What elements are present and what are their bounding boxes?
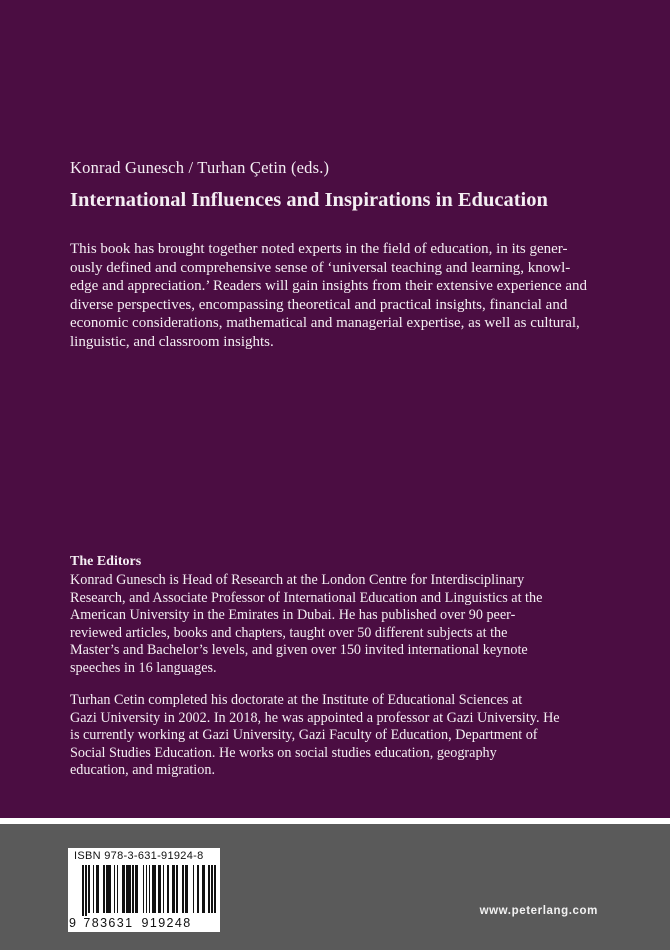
bio-line: reviewed articles, books and chapters, taught over 50 different subjects at the [70, 624, 508, 641]
barcode-digits [69, 916, 192, 930]
blurb-line: ously defined and comprehensive sense of ‘universal teaching and learning, knowl- [70, 259, 571, 276]
editor-bio-cetin [70, 692, 615, 780]
editor-bio-gunesch [70, 572, 615, 678]
isbn-number: ISBN 978-3-631-91924-8 [74, 850, 204, 862]
isbn-barcode-block [68, 848, 220, 932]
book-blurb [70, 240, 615, 352]
book-title: International Influences and Inspirations in Education [70, 189, 548, 211]
blurb-line: economic considerations, mathematical and managerial expertise, as well as cultural, [70, 315, 580, 332]
bio-line: Turhan Cetin completed his doctorate at the Institute of Educational Sciences at [70, 692, 523, 708]
bio-line: American University in the Emirates in Dubai. He has published over 90 peer- [70, 607, 516, 624]
blurb-line: diverse perspectives, encompassing theoretical and practical insights, financial and [70, 296, 568, 313]
barcode-bar [214, 865, 216, 913]
bio-line: Gazi University in 2002. In 2018, he was appointed a professor at Gazi University. He [70, 709, 560, 726]
barcode-group-2: 919248 [141, 916, 192, 930]
bio-line: Konrad Gunesch is Head of Research at the London Centre for Interdisciplinary [70, 572, 525, 588]
barcode-group-1: 783631 [83, 916, 134, 930]
publisher-url[interactable]: www.peterlang.com [479, 905, 598, 917]
barcode [82, 865, 216, 917]
blurb-line: edge and appreciation.’ Readers will gain insights from their extensive experience and [70, 278, 588, 295]
bio-line: Social Studies Education. He works on social studies education, geography [70, 744, 497, 761]
bio-line: speeches in 16 languages. [70, 659, 217, 676]
bio-line: is currently working at Gazi University, Gazi Faculty of Education, Department of [70, 727, 538, 744]
book-authors: Konrad Gunesch / Turhan Çetin (eds.) [70, 158, 330, 177]
barcode-first-digit: 9 [69, 916, 78, 930]
bio-line: Research, and Associate Professor of International Education and Linguistics at the [70, 589, 543, 606]
blurb-line: linguistic, and classroom insights. [70, 333, 274, 350]
bio-line: Master’s and Bachelor’s levels, and given over 150 invited international keynote [70, 642, 528, 659]
blurb-line: This book has brought together noted experts in the field of education, in its gener- [70, 241, 568, 257]
editors-heading: The Editors [70, 554, 142, 569]
bio-line: education, and migration. [70, 762, 215, 779]
